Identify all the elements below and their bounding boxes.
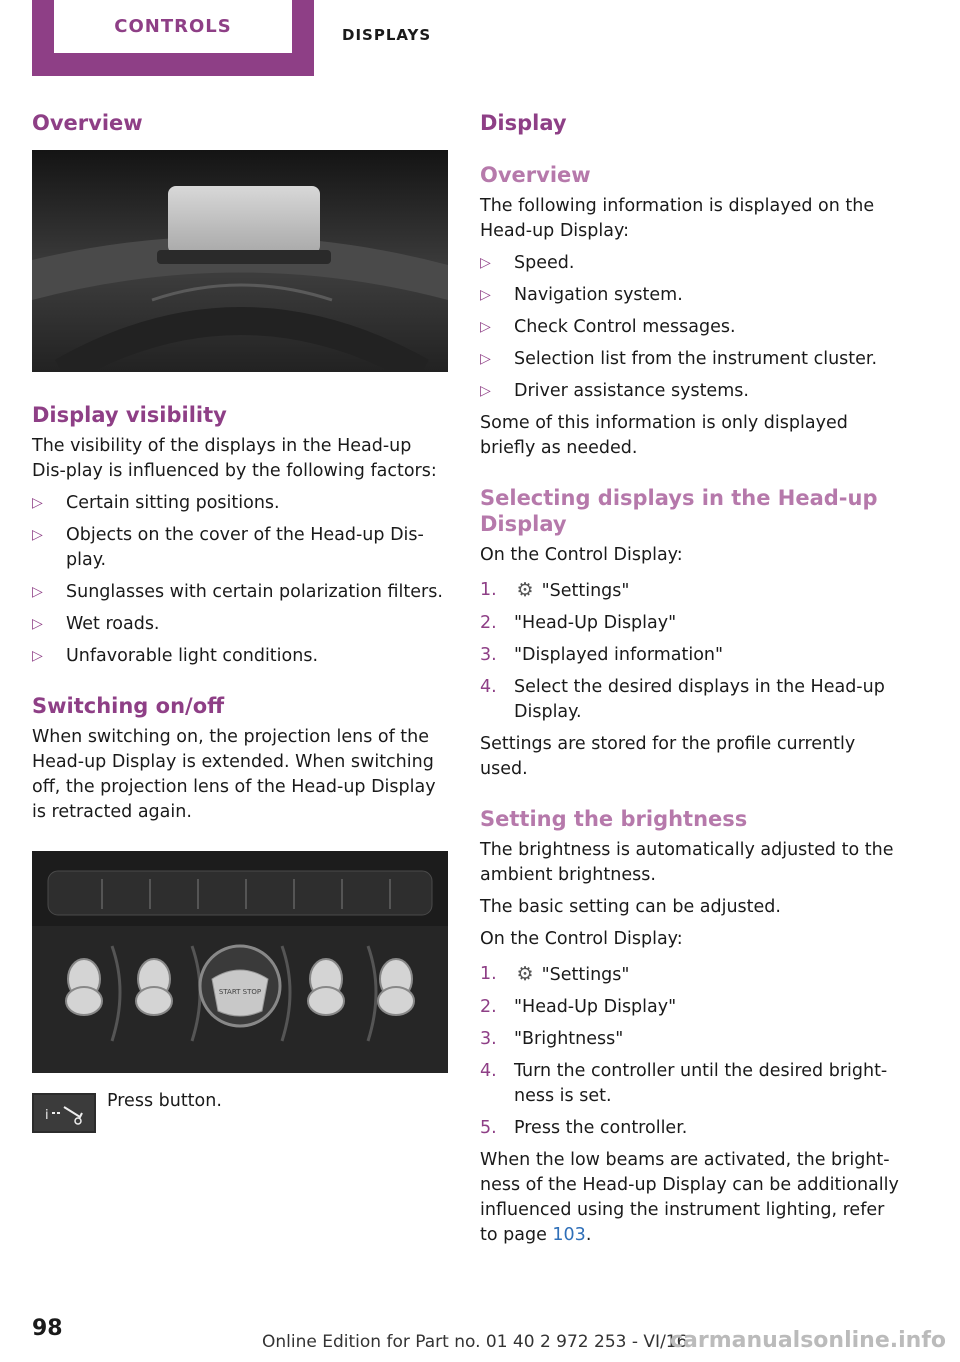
brightness-paragraph: The brightness is automatically adjusted to the ambient brightness. — [480, 840, 894, 885]
list-item: ▷ Navigation system. — [480, 283, 900, 308]
triangle-bullet-icon: ▷ — [480, 383, 491, 399]
triangle-bullet-icon: ▷ — [32, 648, 43, 664]
start-stop-label: START STOP — [218, 988, 262, 996]
triangle-bullet-icon: ▷ — [32, 527, 43, 543]
tab-displays-label[interactable]: DISPLAYS — [342, 26, 432, 44]
gear-icon: ⚙ — [516, 963, 534, 985]
display-heading: Display — [480, 111, 567, 135]
list-item: 2. "Head-Up Display" — [480, 613, 677, 633]
factor-list — [32, 491, 448, 669]
stored-paragraph: Settings are stored for the profile currently used. — [480, 734, 856, 779]
brightness-steps — [480, 962, 900, 1141]
list-item: ▷ Unfavorable light conditions. — [32, 644, 448, 669]
list-item: ▷ Speed. — [480, 251, 900, 276]
triangle-bullet-icon: ▷ — [32, 495, 43, 511]
hud-photo — [32, 150, 448, 372]
triangle-bullet-icon: ▷ — [480, 287, 491, 303]
page-ref-link[interactable]: 103 — [552, 1225, 586, 1245]
list-item: 5. Press the controller. — [480, 1118, 688, 1138]
list-item: 4. Select the desired displays in the Head-up Display. — [480, 677, 885, 722]
list-item: 4. Turn the controller until the desired bright-ness is set. — [480, 1061, 888, 1106]
basic-setting-paragraph: The basic setting can be adjusted. — [480, 897, 781, 917]
press-button-row — [32, 1093, 448, 1135]
brief-paragraph: Some of this information is only displayed briefly as needed. — [480, 413, 848, 458]
list-item: ▷ Sunglasses with certain polarization filters. — [32, 580, 448, 605]
list-item: 2. "Head-Up Display" — [480, 997, 677, 1017]
chapter-tabs — [32, 0, 432, 76]
page-number: 98 — [32, 1316, 63, 1341]
list-item: ▷ Selection list from the instrument cluster. — [480, 347, 900, 372]
watermark: carmanualsonline.info — [670, 1328, 946, 1353]
switch-panel-photo — [32, 851, 448, 1073]
info-list — [480, 251, 900, 404]
triangle-bullet-icon: ▷ — [480, 319, 491, 335]
control-display-intro-2: On the Control Display: — [480, 929, 683, 949]
list-item: 3. "Brightness" — [480, 1029, 624, 1049]
hud-button-icon[interactable] — [32, 1093, 96, 1133]
list-item: 1. ⚙ "Settings" — [480, 963, 630, 985]
right-column — [480, 108, 900, 1248]
list-item: ▷ Certain sitting positions. — [32, 491, 448, 516]
control-display-intro: On the Control Display: — [480, 545, 683, 565]
tab-controls[interactable] — [32, 0, 314, 76]
press-button-text: Press button. — [107, 1091, 222, 1111]
visibility-paragraph: The visibility of the displays in the Head-up Dis-play is influenced by the following factors: — [32, 436, 437, 481]
list-item: 3. "Displayed information" — [480, 645, 724, 665]
select-steps — [480, 578, 900, 725]
overview-heading: Overview — [32, 111, 143, 135]
overview-paragraph: The following information is displayed on the Head-up Display: — [480, 196, 875, 241]
triangle-bullet-icon: ▷ — [32, 584, 43, 600]
overview-subheading: Overview — [480, 163, 591, 187]
selecting-heading: Selecting displays in the Head-up Display — [480, 486, 878, 536]
list-item: ▷ Check Control messages. — [480, 315, 900, 340]
list-item: ▷ Objects on the cover of the Head-up Dis-play. — [32, 525, 424, 570]
switching-paragraph: When switching on, the projection lens of the Head-up Display is extended. When switching off, the projection lens of the Head-up Display is retracted again. — [32, 727, 436, 822]
display-visibility-heading: Display visibility — [32, 403, 227, 427]
tab-controls-label: CONTROLS — [54, 0, 292, 53]
low-beams-paragraph: When the low beams are activated, the bright-ness of the Head-up Display can be additionally influenced using the instrument lighting, refer to page 103. — [480, 1150, 899, 1245]
svg-text:i: i — [45, 1108, 49, 1123]
list-item: ▷ Driver assistance systems. — [480, 379, 900, 404]
edition-text: Online Edition for Part no. 01 40 2 972 253 - VI/16 — [262, 1332, 688, 1352]
triangle-bullet-icon: ▷ — [480, 255, 491, 271]
triangle-bullet-icon: ▷ — [32, 616, 43, 632]
triangle-bullet-icon: ▷ — [480, 351, 491, 367]
list-item: ▷ Wet roads. — [32, 612, 448, 637]
brightness-heading: Setting the brightness — [480, 807, 748, 831]
gear-icon: ⚙ — [516, 579, 534, 601]
left-column — [32, 108, 448, 1135]
switching-heading: Switching on/off — [32, 694, 225, 718]
list-item: 1. ⚙ "Settings" — [480, 579, 630, 601]
